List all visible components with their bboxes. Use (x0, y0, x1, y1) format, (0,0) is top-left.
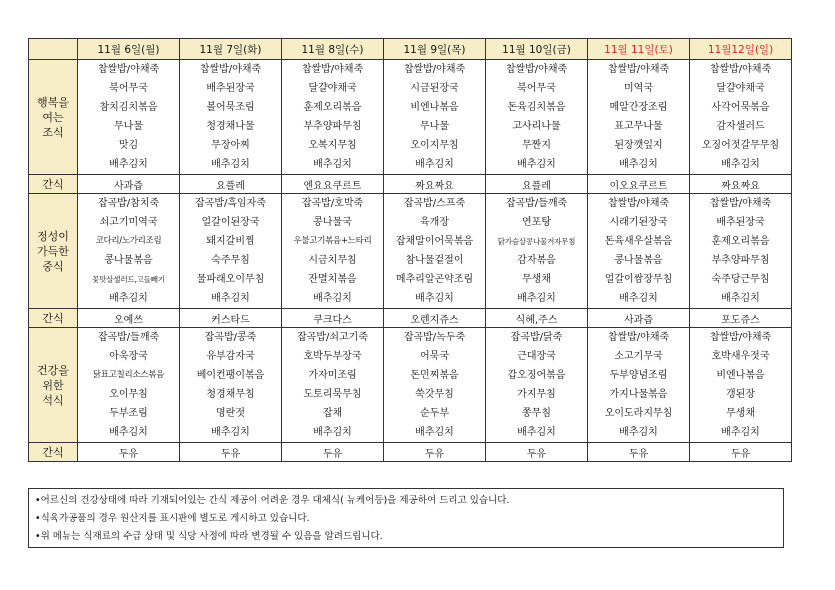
day-header: 11월 8일(수) (282, 39, 384, 60)
menu-item: 시금된장국 (410, 83, 459, 94)
snack-cell: 오예쓰 (78, 309, 180, 328)
menu-item: 잡곡밥/스프죽 (403, 198, 466, 209)
day-header: 11월 10일(금) (486, 39, 588, 60)
menu-item: 고사리나물 (512, 121, 561, 132)
menu-item: 아욱장국 (109, 351, 148, 362)
menu-item: 배추김치 (109, 427, 148, 438)
meal-cell (486, 194, 588, 309)
menu-item: 찹쌀밥/야채죽 (607, 64, 670, 75)
menu-item: 가지무침 (517, 389, 556, 400)
menu-item: 배추김치 (721, 427, 760, 438)
note-line: •식육가공품의 경우 원산지를 표시판에 별도로 게시하고 있습니다. (35, 513, 310, 524)
menu-item: 메알간장조림 (609, 102, 668, 113)
notes-box (28, 488, 784, 548)
menu-item: 감자볶음 (517, 255, 556, 266)
meal-cell (588, 194, 690, 309)
snack-cell: 짜요짜요 (384, 175, 486, 194)
menu-item: 볼어묵조림 (206, 102, 255, 113)
menu-item: 찹쌀밥/야채죽 (97, 64, 160, 75)
day-header: 11월 11일(토) (588, 39, 690, 60)
day-header: 11월12일(일) (690, 39, 792, 60)
meal-cell (78, 194, 180, 309)
menu-item: 배추김치 (313, 159, 352, 170)
menu-item: 우불고기볶음+느타리 (293, 236, 372, 246)
snack-cell: 두유 (690, 443, 792, 462)
menu-item: 돼지갈비찜 (206, 236, 255, 247)
menu-item: 달걀야채국 (716, 83, 765, 94)
snack-cell: 쿠크다스 (282, 309, 384, 328)
menu-item: 잡곡밥/들깨죽 (97, 332, 160, 343)
menu-item: 찹쌀밥/야채죽 (709, 332, 772, 343)
menu-item: 청경채나물 (206, 121, 255, 132)
menu-item: 무생채 (726, 408, 755, 419)
menu-item: 북어무국 (109, 83, 148, 94)
meal-cell (180, 194, 282, 309)
menu-item: 표고무나물 (614, 121, 663, 132)
snack-cell: 이오요쿠르트 (588, 175, 690, 194)
meal-label: 행복을 여는 조식 (29, 60, 78, 175)
menu-item: 참치김치볶음 (99, 102, 158, 113)
day-header: 11월 7일(화) (180, 39, 282, 60)
menu-item: 오이도라지무침 (604, 408, 673, 419)
meal-cell (282, 328, 384, 443)
menu-item: 찹쌀밥/야채죽 (301, 64, 364, 75)
meal-row (29, 328, 792, 443)
menu-item: 배추김치 (619, 159, 658, 170)
menu-item: 돈민찌볶음 (410, 370, 459, 381)
menu-item: 순두부 (420, 408, 449, 419)
menu-item: 비엔나볶음 (716, 370, 765, 381)
meal-cell (78, 60, 180, 175)
menu-item: 잡곡밥/쇠고기죽 (297, 332, 368, 343)
menu-item: 닭표고칠리소스볶음 (92, 370, 165, 380)
meal-cell (690, 60, 792, 175)
menu-item: 배추김치 (619, 427, 658, 438)
snack-cell: 포도쥬스 (690, 309, 792, 328)
menu-item: 돈육김치볶음 (507, 102, 566, 113)
menu-item: 도토리묵무침 (303, 389, 362, 400)
snack-cell: 요플레 (180, 175, 282, 194)
menu-item: 호박새우젓국 (711, 351, 770, 362)
menu-item: 잡곡밥/닭죽 (510, 332, 563, 343)
menu-item: 오이무침 (109, 389, 148, 400)
snack-label: 간식 (29, 175, 78, 194)
menu-item: 무나물 (420, 121, 449, 132)
menu-item: 미역국 (624, 83, 653, 94)
menu-item: 배추김치 (109, 159, 148, 170)
menu-item: 비엔나볶음 (410, 102, 459, 113)
menu-item: 배추김치 (721, 293, 760, 304)
menu-item: 배추김치 (211, 293, 250, 304)
menu-item: 얼갈이된장국 (201, 217, 260, 228)
menu-item: 갑오징어볶음 (507, 370, 566, 381)
menu-item: 잡곡밥/참치죽 (97, 198, 160, 209)
snack-cell: 엔요요쿠르트 (282, 175, 384, 194)
menu-item: 돈육새우살볶음 (604, 236, 673, 247)
snack-cell: 두유 (78, 443, 180, 462)
menu-item: 콩나물볶음 (614, 255, 663, 266)
meal-cell (486, 60, 588, 175)
menu-item: 소고기무국 (614, 351, 663, 362)
menu-item: 맛김 (118, 140, 139, 151)
snack-label: 간식 (29, 443, 78, 462)
snack-cell: 짜요짜요 (690, 175, 792, 194)
snack-cell: 식혜,주스 (486, 309, 588, 328)
menu-item: 무생채 (522, 274, 551, 285)
menu-item: 숙주무침 (211, 255, 250, 266)
menu-item: 잔멸치볶음 (308, 274, 357, 285)
day-header-row (29, 39, 792, 60)
menu-item: 오징어젓갈무무침 (701, 140, 780, 151)
menu-item: 부추양파무침 (711, 255, 770, 266)
snack-cell: 두유 (180, 443, 282, 462)
menu-item: 찹쌀밥/야채죽 (709, 64, 772, 75)
meal-label: 정성이 가득한 중식 (29, 194, 78, 309)
menu-item: 찹쌀밥/야채죽 (607, 332, 670, 343)
menu-item: 찹쌀밥/야채죽 (709, 198, 772, 209)
menu-item: 배추된장국 (206, 83, 255, 94)
menu-item: 사각어묵볶음 (711, 102, 770, 113)
menu-item: 근대장국 (517, 351, 556, 362)
menu-item: 찹쌀밥/야채죽 (505, 64, 568, 75)
menu-item: 가지나물볶음 (609, 389, 668, 400)
menu-item: 무짠지 (522, 140, 551, 151)
menu-item: 유부감자국 (206, 351, 255, 362)
menu-item: 된장깻잎지 (614, 140, 663, 151)
menu-item: 달걀야채국 (308, 83, 357, 94)
meal-cell (486, 328, 588, 443)
menu-item: 어묵국 (420, 351, 449, 362)
meal-cell (690, 328, 792, 443)
menu-item: 콩나물볶음 (104, 255, 153, 266)
snack-row (29, 443, 792, 462)
menu-item: 잡곡밥/녹두죽 (403, 332, 466, 343)
menu-item: 시금치무침 (308, 255, 357, 266)
meal-cell (282, 194, 384, 309)
menu-item: 찹쌀밥/야채죽 (199, 64, 262, 75)
menu-item: 가자미조림 (308, 370, 357, 381)
day-header: 11월 6일(월) (78, 39, 180, 60)
menu-item: 배추김치 (211, 159, 250, 170)
menu-item: 배추김치 (415, 159, 454, 170)
menu-item: 닭가슴살콩나물겨자무침 (497, 237, 576, 246)
menu-item: 배추김치 (415, 293, 454, 304)
meal-label: 건강을 위한 석식 (29, 328, 78, 443)
meal-row (29, 60, 792, 175)
meal-cell (384, 194, 486, 309)
menu-item: 무나물 (114, 121, 143, 132)
menu-item: 오복지무침 (308, 140, 357, 151)
menu-item: 잡곡밥/콩죽 (204, 332, 257, 343)
menu-item: 베이컨팽이볶음 (196, 370, 265, 381)
menu-item: 감자샐러드 (716, 121, 765, 132)
menu-item: 훈제오리볶음 (711, 236, 770, 247)
menu-item: 잡곡밥/호박죽 (301, 198, 364, 209)
menu-item: 참나물겉절이 (405, 255, 464, 266)
snack-row (29, 175, 792, 194)
menu-item: 배추김치 (211, 427, 250, 438)
meal-row (29, 194, 792, 309)
menu-item: 찹쌀밥/야채죽 (403, 64, 466, 75)
snack-cell: 사과즙 (78, 175, 180, 194)
snack-cell: 두유 (384, 443, 486, 462)
corner-cell (29, 39, 78, 60)
menu-item: 배추김치 (415, 427, 454, 438)
menu-item: 호박두부장국 (303, 351, 362, 362)
menu-item: 배추김치 (109, 293, 148, 304)
day-header: 11월 9일(목) (384, 39, 486, 60)
menu-item: 잡곡밥/흑임자죽 (195, 198, 266, 209)
menu-item: 명란젓 (216, 408, 245, 419)
menu-item: 무장아찌 (211, 140, 250, 151)
meal-cell (588, 328, 690, 443)
menu-item: 배추김치 (517, 293, 556, 304)
snack-cell: 요플레 (486, 175, 588, 194)
menu-item: 물파래오이무침 (196, 274, 265, 285)
menu-item: 두부조림 (109, 408, 148, 419)
meal-cell (690, 194, 792, 309)
menu-item: 얼갈이쌈장무침 (604, 274, 673, 285)
menu-item: 배추김치 (313, 427, 352, 438)
menu-item: 꽃맛살샐러드,고들빼기 (92, 275, 165, 284)
meal-cell (384, 60, 486, 175)
snack-label: 간식 (29, 309, 78, 328)
menu-item: 숙주당근무침 (711, 274, 770, 285)
menu-item: 쇠고기미역국 (99, 217, 158, 228)
menu-item: 훈제오리볶음 (303, 102, 362, 113)
menu-item: 청경채무침 (206, 389, 255, 400)
menu-item: 메추리알곤약조림 (395, 274, 474, 285)
snack-row (29, 309, 792, 328)
snack-cell: 사과즙 (588, 309, 690, 328)
meal-cell (78, 328, 180, 443)
menu-item: 배추김치 (721, 159, 760, 170)
weekly-menu-table (28, 38, 792, 462)
menu-item: 배추김치 (313, 293, 352, 304)
snack-cell: 두유 (588, 443, 690, 462)
meal-cell (282, 60, 384, 175)
menu-item: 콩나물국 (313, 217, 352, 228)
meal-cell (384, 328, 486, 443)
menu-item: 잡채 (322, 408, 343, 419)
note-line: •위 메뉴는 식재료의 수급 상태 및 식당 사정에 따라 변경될 수 있음을 알려드립니다. (35, 531, 383, 542)
menu-item: 배추김치 (517, 427, 556, 438)
snack-cell: 오렌지쥬스 (384, 309, 486, 328)
menu-item: 찹쌀밥/야채죽 (607, 198, 670, 209)
menu-item: 쫑무침 (522, 408, 551, 419)
meal-cell (588, 60, 690, 175)
menu-item: 연포탕 (522, 217, 551, 228)
menu-item: 시래기된장국 (609, 217, 668, 228)
menu-item: 배추김치 (517, 159, 556, 170)
snack-cell: 두유 (282, 443, 384, 462)
snack-cell: 두유 (486, 443, 588, 462)
snack-cell: 커스타드 (180, 309, 282, 328)
menu-item: 쑥갓무침 (415, 389, 454, 400)
menu-item: 잡곡밥/들깨죽 (505, 198, 568, 209)
menu-item: 육개장 (420, 217, 449, 228)
menu-item: 배추된장국 (716, 217, 765, 228)
menu-item: 북어무국 (517, 83, 556, 94)
meal-cell (180, 60, 282, 175)
menu-item: 두부양념조림 (609, 370, 668, 381)
menu-item: 부추양파무침 (303, 121, 362, 132)
meal-cell (180, 328, 282, 443)
menu-item: 오이지무침 (410, 140, 459, 151)
note-line: •어르신의 건강상태에 따라 기재되어있는 간식 제공이 어려운 경우 대체식( 뉴케어등)을 제공하여 드리고 있습니다. (35, 495, 510, 506)
menu-item: 잡채말이어묵볶음 (395, 236, 474, 247)
menu-item: 갱된장 (726, 389, 755, 400)
menu-item: 코다리/노가리조림 (95, 236, 162, 246)
menu-item: 배추김치 (619, 293, 658, 304)
